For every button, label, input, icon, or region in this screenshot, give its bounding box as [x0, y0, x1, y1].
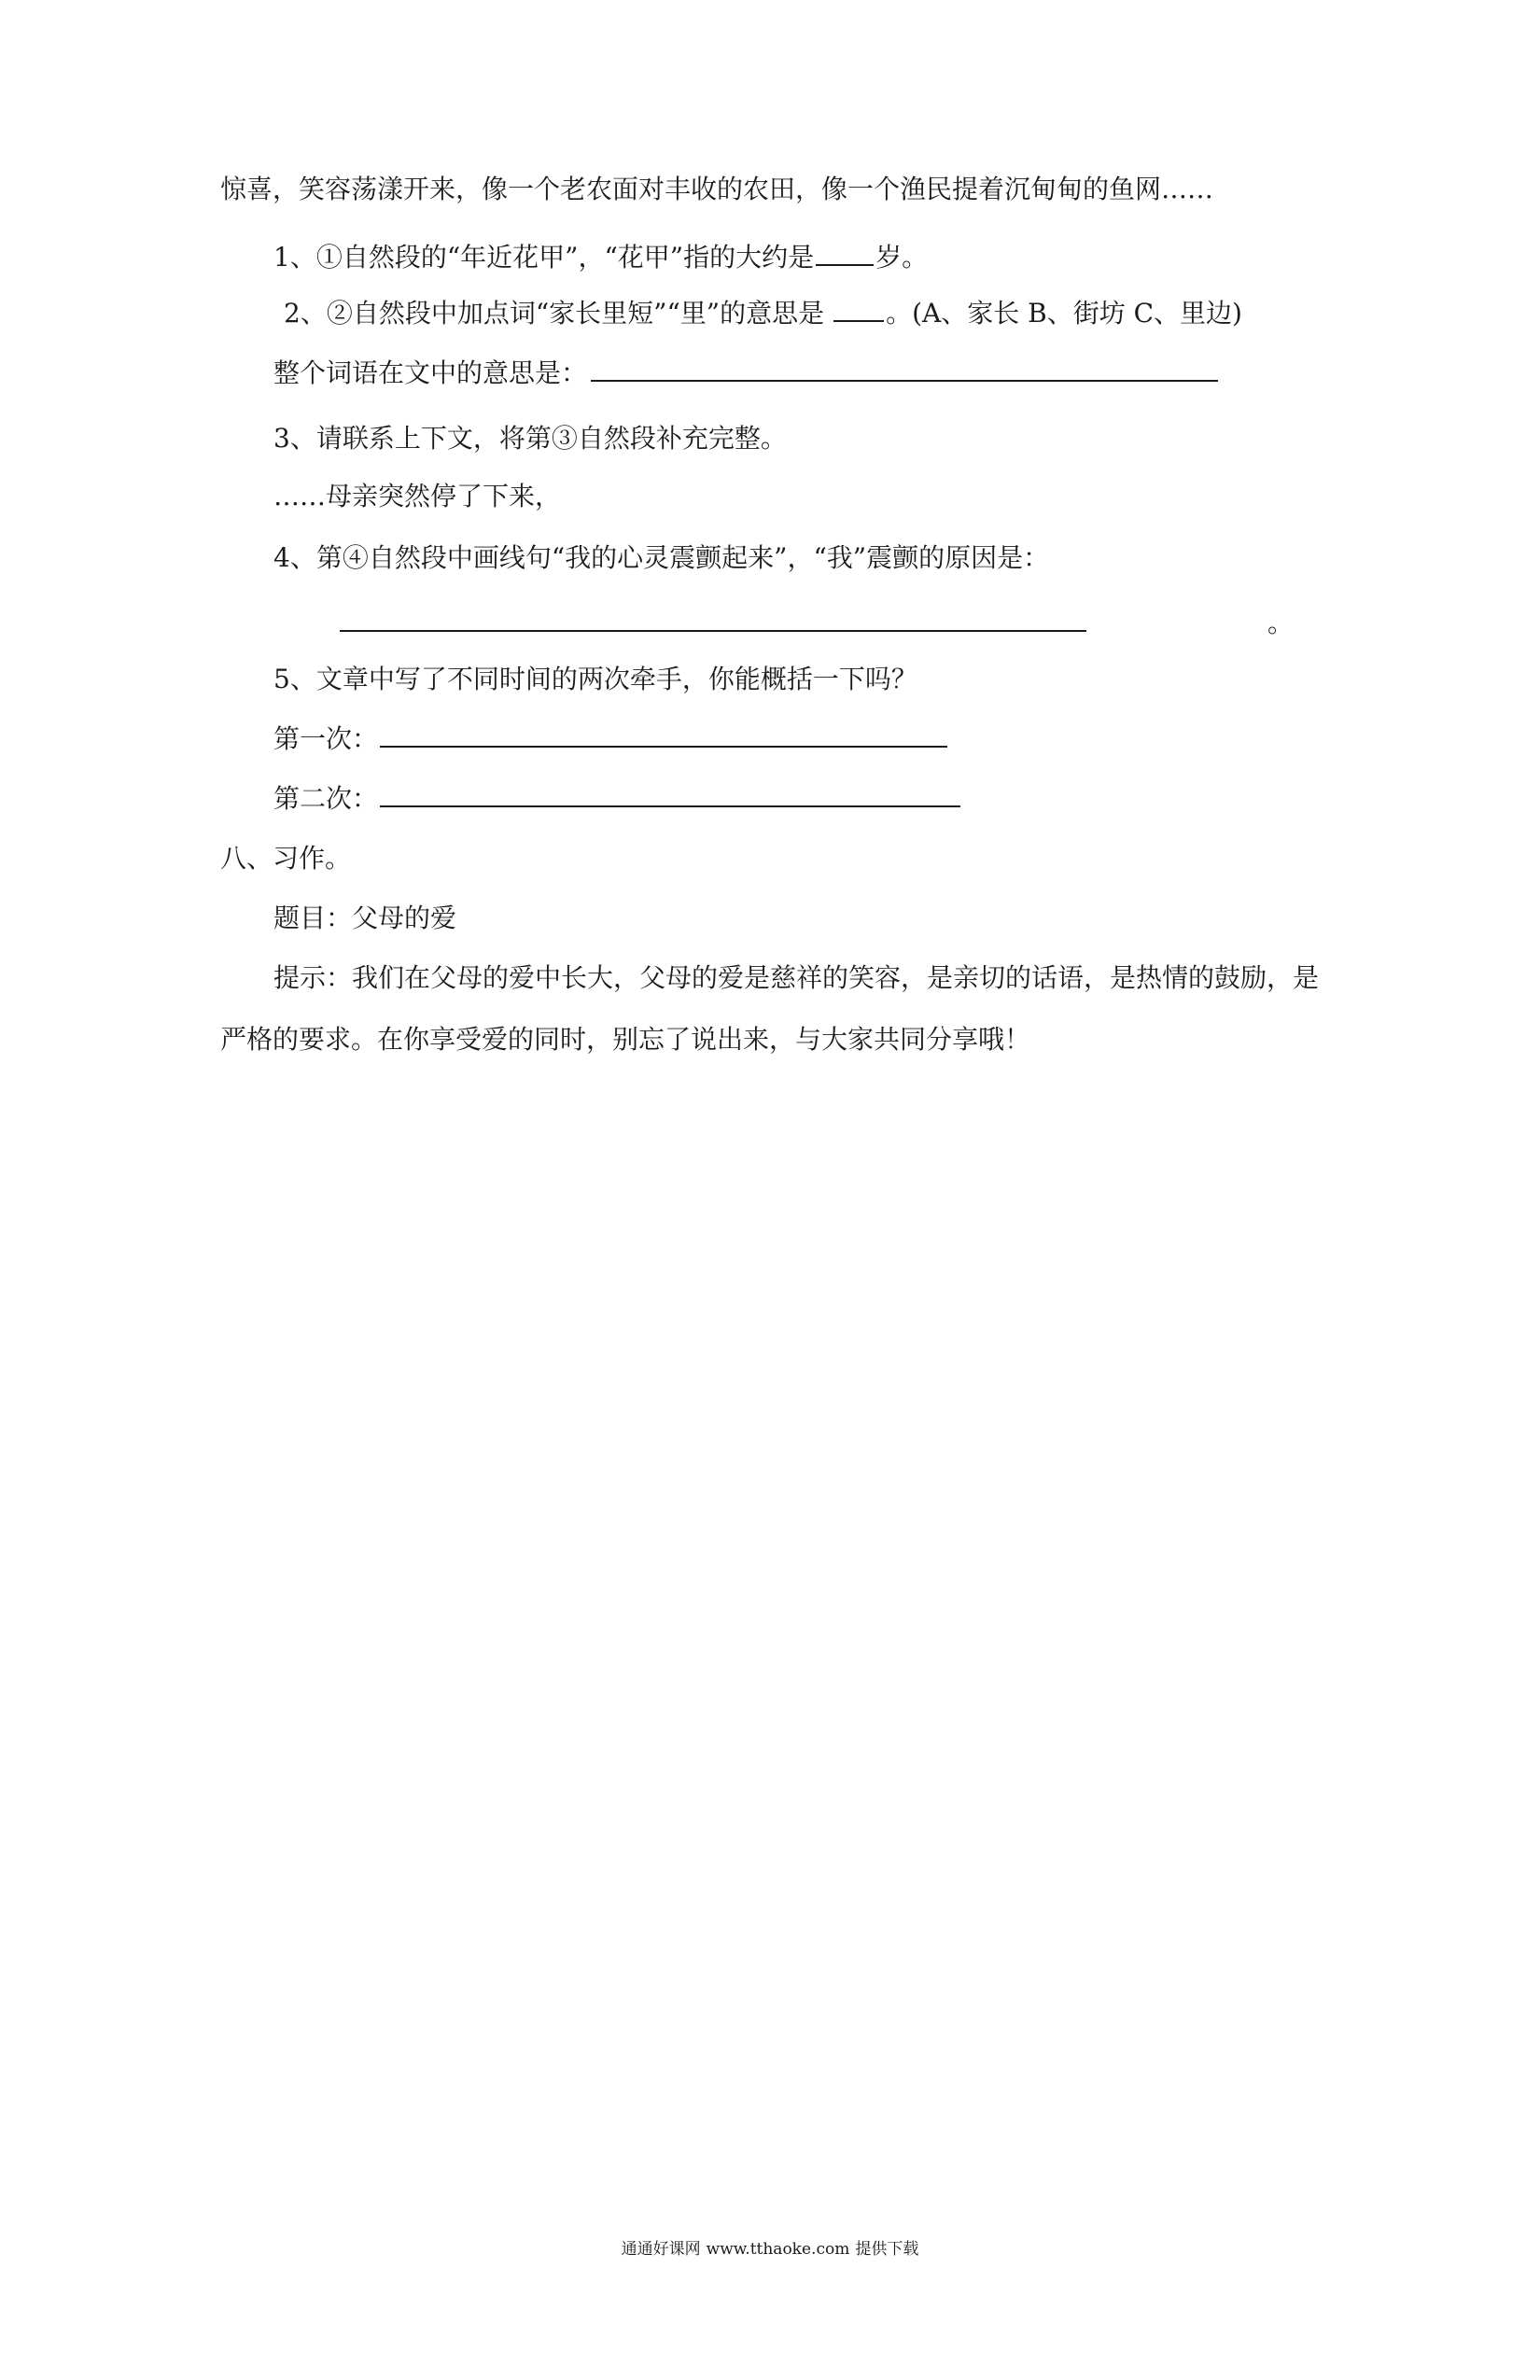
question-5-first-label: 第一次：	[273, 723, 379, 754]
question-4: 4、第④自然段中画线句“我的心灵震颤起来”，“我”震颤的原因是：	[273, 542, 1050, 573]
question-1-suffix: 岁。	[875, 242, 929, 273]
section-eight-heading: 八、习作。	[220, 843, 352, 874]
question-5-second-blank[interactable]	[380, 781, 960, 807]
question-2-meaning	[273, 355, 1220, 392]
footer-site-name: 通通好课网	[621, 2240, 701, 2259]
footer-site-url[interactable]: www.tthaoke.com	[706, 2240, 850, 2259]
question-2-suffix: 。(A、家长 B、街坊 C、里边)	[886, 298, 1242, 329]
question-1-blank[interactable]	[816, 240, 874, 266]
question-3: 3、请联系上下文，将第③自然段补充完整。	[273, 423, 787, 454]
question-1	[273, 239, 928, 276]
question-3-prompt: ……母亲突然停了下来，	[273, 481, 562, 511]
question-2-blank[interactable]	[833, 296, 884, 322]
question-4-blank[interactable]	[340, 606, 1086, 632]
question-5-first-blank[interactable]	[380, 721, 947, 748]
composition-hint-line-1: 提示：我们在父母的爱中长大，父母的爱是慈祥的笑容，是亲切的话语，是热情的鼓励，是	[273, 962, 1320, 993]
question-5-second	[273, 780, 962, 818]
question-4-answer-line	[338, 605, 1088, 642]
footer-suffix: 提供下载	[855, 2240, 919, 2259]
question-1-text: 1、①自然段的“年近花甲”，“花甲”指的大约是	[273, 242, 815, 273]
page-footer	[0, 2238, 1540, 2261]
continuation-paragraph: 惊喜，笑容荡漾开来，像一个老农面对丰收的农田，像一个渔民提着沉甸甸的鱼网……	[220, 174, 1214, 204]
question-2	[284, 295, 1242, 332]
composition-title: 题目：父母的爱	[273, 903, 457, 933]
question-5-second-label: 第二次：	[273, 783, 379, 814]
question-2-meaning-blank[interactable]	[591, 356, 1218, 382]
composition-hint-line-2: 严格的要求。在你享受爱的同时，别忘了说出来，与大家共同分享哦！	[220, 1024, 1031, 1055]
question-5: 5、文章中写了不同时间的两次牵手，你能概括一下吗？	[273, 664, 917, 694]
question-2-meaning-label: 整个词语在文中的意思是：	[273, 357, 588, 388]
question-4-end-mark: 。	[1267, 608, 1295, 638]
question-5-first	[273, 721, 949, 758]
question-2-text: 2、②自然段中加点词“家长里短”“里”的意思是	[284, 298, 825, 329]
